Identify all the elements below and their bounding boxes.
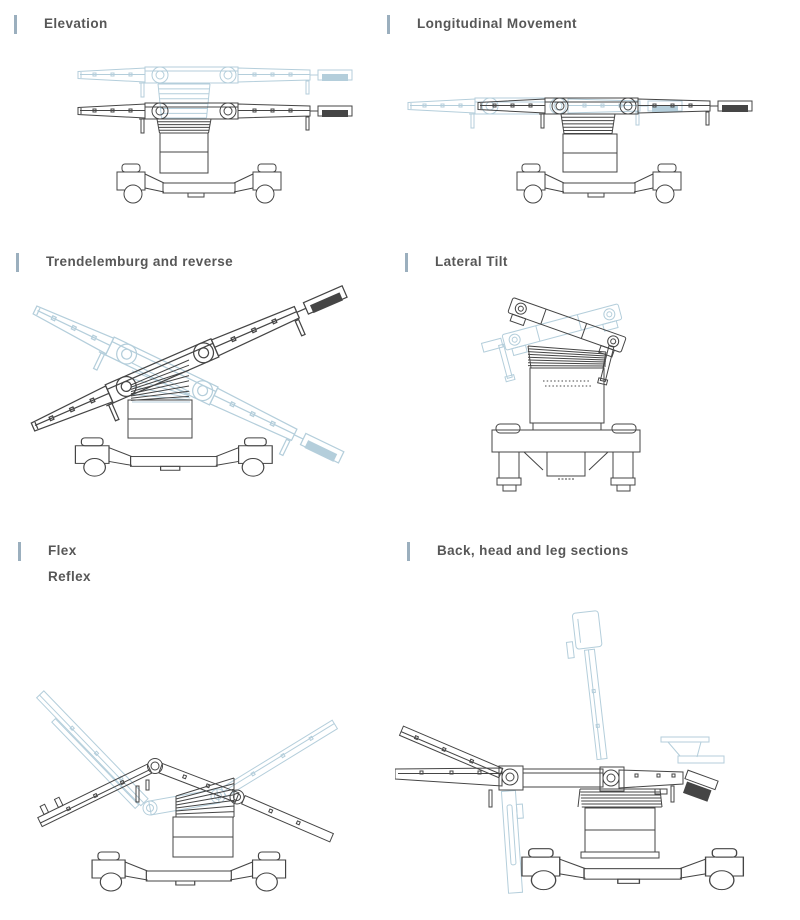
section-title: Trendelemburg and reverse <box>46 254 234 269</box>
header-elevation <box>14 14 108 34</box>
back-head-leg-diagram <box>395 600 800 920</box>
section-title: Elevation <box>44 16 108 31</box>
header-flex <box>18 541 77 561</box>
section-title: Back, head and leg sections <box>437 543 629 558</box>
longitudinal-movement-diagram <box>395 50 800 230</box>
section-title: Lateral Tilt <box>435 254 508 269</box>
flex-reflex-diagram <box>0 680 395 920</box>
header-trendelemburg <box>16 252 233 272</box>
trendelemburg-diagram <box>0 285 400 525</box>
section-title: Longitudinal Movement <box>417 16 577 31</box>
section-accent-tick <box>14 15 17 34</box>
section-accent-tick <box>387 15 390 34</box>
section-title: Flex <box>48 543 77 558</box>
elevation-table <box>78 103 352 203</box>
section-accent-tick <box>16 253 19 272</box>
lateral-tilt-diagram <box>400 285 800 525</box>
sections-table <box>395 726 743 890</box>
sections-ghost-positions <box>501 611 724 894</box>
header-lateral-tilt <box>405 252 508 272</box>
lateral-tilt-ghost-opposite-tilt <box>481 304 624 382</box>
section-subtitle-reflex: Reflex <box>48 569 91 584</box>
header-longitudinal-movement <box>387 14 577 34</box>
flex-table-peak-position <box>34 756 334 891</box>
section-accent-tick <box>405 253 408 272</box>
section-accent-tick <box>407 542 410 561</box>
section-accent-tick <box>18 542 21 561</box>
elevation-diagram <box>0 50 400 230</box>
header-back-head-leg <box>407 541 629 561</box>
